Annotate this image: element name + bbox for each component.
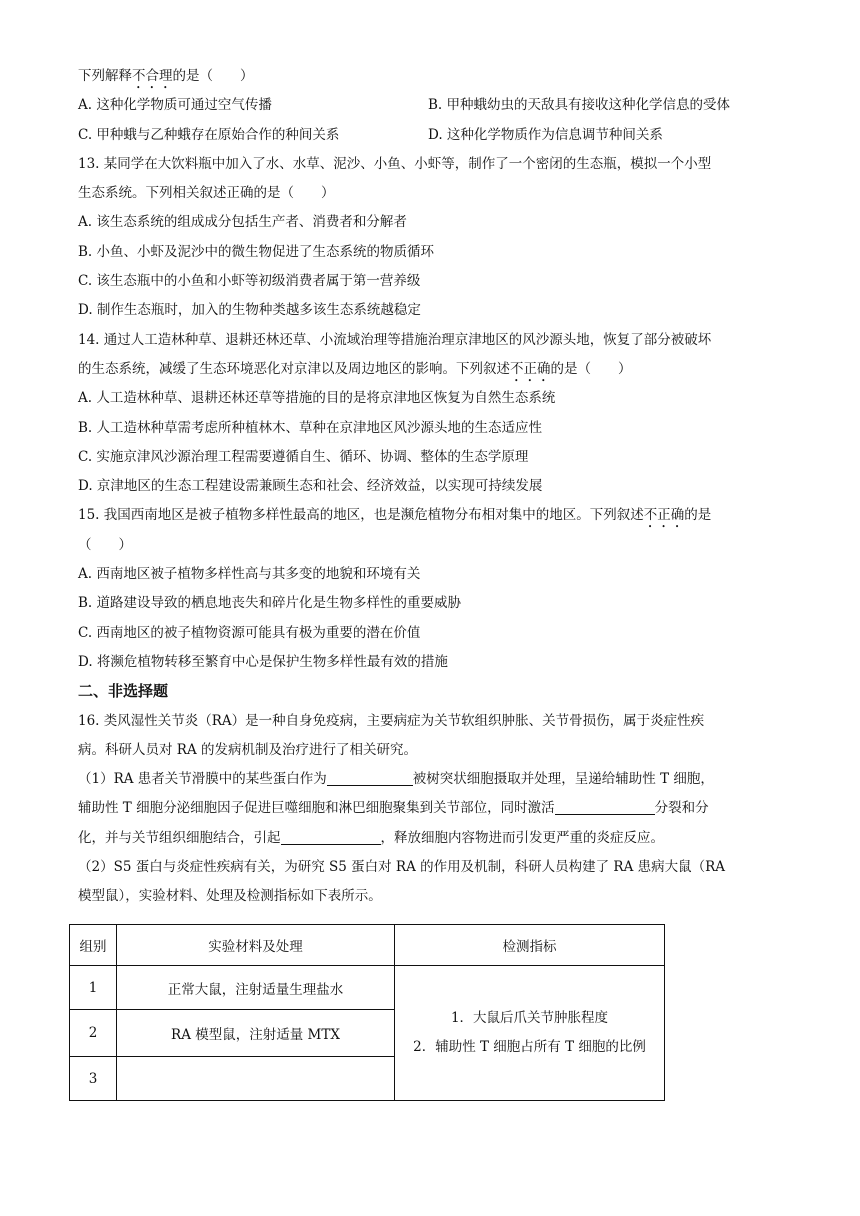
- indicator-item: 1．大鼠后爪关节肿胀程度: [450, 1010, 609, 1026]
- q13-option-a[interactable]: A. 该生态系统的组成成分包括生产者、消费者和分解者: [78, 214, 407, 231]
- group-cell: 2: [70, 1010, 117, 1057]
- q15-stem-line-2: （ ）: [78, 536, 132, 553]
- group-cell: 1: [70, 966, 117, 1010]
- q12-option-a[interactable]: A. 这种化学物质可通过空气传播: [78, 97, 272, 114]
- group-cell: 3: [70, 1057, 117, 1101]
- exam-page: [78, 62, 790, 912]
- table-header-cell: 检测指标: [395, 925, 665, 966]
- q13-stem-line-2: 生态系统。下列相关叙述正确的是（ ）: [78, 185, 335, 202]
- emphasis-text: 不正确: [510, 360, 551, 377]
- q16-part1-line-1: （1）RA 患者关节滑膜中的某些蛋白作为 被树突状细胞摄取并处理，呈递给辅助性 T 细胞，: [78, 771, 714, 788]
- experiment-table: [69, 924, 665, 1101]
- emphasis-text: 不正确: [643, 507, 685, 524]
- treatment-cell: RA 模型鼠，注射适量 MTX: [117, 1010, 395, 1057]
- table-header-cell: 实验材料及处理: [117, 925, 395, 966]
- q12-options-row-2: [78, 121, 790, 150]
- q13-option-d[interactable]: D. 制作生态瓶时，加入的生物种类越多该生态系统越稳定: [78, 302, 421, 319]
- section-heading: 二、非选择题: [78, 682, 169, 701]
- q16-part2-line-2: 模型鼠），实验材料、处理及检测指标如下表所示。: [78, 888, 382, 905]
- q12-option-b[interactable]: B. 甲种蛾幼虫的天敌具有接收这种化学信息的受体: [428, 97, 731, 114]
- q15-option-c[interactable]: C. 西南地区的被子植物资源可能具有极为重要的潜在价值: [78, 624, 421, 641]
- q14-stem-line-2: 的生态系统，减缓了生态环境恶化对京津以及周边地区的影响。下列叙述不正确的是（ ）: [78, 360, 632, 377]
- emphasis-text: 不合理: [132, 68, 173, 84]
- q14-option-b[interactable]: B. 人工造林种草需考虑所种植林木、草种在京津地区风沙源头地的生态适应性: [78, 419, 543, 436]
- q13-option-c[interactable]: C. 该生态瓶中的小鱼和小虾等初级消费者属于第一营养级: [78, 273, 421, 290]
- q14-option-a[interactable]: A. 人工造林种草、退耕还林还草等措施的目的是将京津地区恢复为自然生态系统: [78, 390, 556, 407]
- q12-stem: 下列解释不合理的是（ ）: [78, 68, 254, 84]
- treatment-cell[interactable]: [117, 1057, 395, 1101]
- q14-stem-line-1: 14. 通过人工造林种草、退耕还林还草、小流域治理等措施治理京津地区的风沙源头地，恢复了部分被破坏: [78, 331, 712, 348]
- answer-blank-3[interactable]: [281, 828, 381, 845]
- q14-option-d[interactable]: D. 京津地区的生态工程建设需兼顾生态和社会、经济效益，以实现可持续发展: [78, 478, 543, 495]
- q15-option-a[interactable]: A. 西南地区被子植物多样性高与其多变的地貌和环境有关: [78, 566, 421, 583]
- table-header-cell: 组别: [70, 925, 117, 966]
- treatment-cell: 正常大鼠，注射适量生理盐水: [117, 966, 395, 1010]
- q16-part2-line-1: （2）S5 蛋白与炎症性疾病有关，为研究 S5 蛋白对 RA 的作用及机制，科研人员构建了 RA 患病大鼠（RA: [78, 859, 726, 876]
- answer-blank-2[interactable]: [555, 798, 655, 815]
- q12-option-d[interactable]: D. 这种化学物质作为信息调节种间关系: [428, 126, 663, 143]
- table-row: [70, 966, 665, 1010]
- q15-stem-line-1: 15. 我国西南地区是被子植物多样性最高的地区，也是濒危植物分布相对集中的地区。下列叙述不正确的是: [78, 507, 712, 524]
- indicator-item: 2．辅助性 T 细胞占所有 T 细胞的比例: [413, 1039, 646, 1055]
- answer-blank-1[interactable]: [327, 769, 413, 786]
- q15-option-d[interactable]: D. 将濒危植物转移至繁育中心是保护生物多样性最有效的措施: [78, 653, 448, 670]
- q16-part1-line-3: 化，并与关节组织细胞结合，引起 ，释放细胞内容物进而引发更严重的炎症反应。: [78, 829, 664, 846]
- q16-part1-line-2: 辅助性 T 细胞分泌细胞因子促进巨噬细胞和淋巴细胞聚集到关节部位，同时激活 分裂和分: [78, 800, 709, 817]
- q12-option-c[interactable]: C. 甲种蛾与乙种蛾存在原始合作的种间关系: [78, 126, 340, 143]
- q16-intro-line-2: 病。科研人员对 RA 的发病机制及治疗进行了相关研究。: [78, 741, 417, 758]
- q15-option-b[interactable]: B. 道路建设导致的栖息地丧失和碎片化是生物多样性的重要威胁: [78, 595, 462, 612]
- q12-options-row-1: [78, 91, 790, 120]
- indicator-cell: [395, 966, 665, 1101]
- table-header-row: [70, 925, 665, 966]
- q14-option-c[interactable]: C. 实施京津风沙源治理工程需要遵循自生、循环、协调、整体的生态学原理: [78, 448, 529, 465]
- q13-option-b[interactable]: B. 小鱼、小虾及泥沙中的微生物促进了生态系统的物质循环: [78, 243, 435, 260]
- q13-stem-line-1: 13. 某同学在大饮料瓶中加入了水、水草、泥沙、小鱼、小虾等，制作了一个密闭的生态瓶，模拟一个小型: [78, 155, 712, 172]
- q16-intro-line-1: 16. 类风湿性关节炎（RA）是一种自身免疫病，主要病症为关节软组织肿胀、关节骨损伤，属于炎症性疾: [78, 712, 705, 729]
